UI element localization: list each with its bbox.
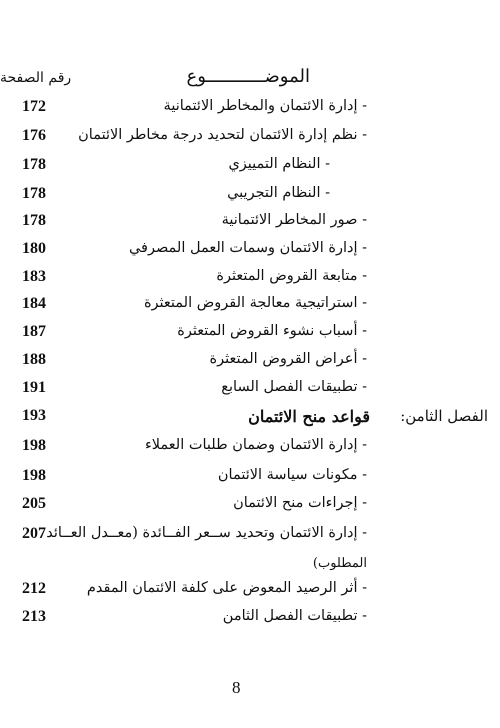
toc-entry <box>0 467 500 493</box>
toc-page: 212 <box>22 580 46 597</box>
toc-title-continuation: المطلوب) <box>312 556 367 571</box>
toc-title: - نظم إدارة الائتمان لتحديد درجة مخاطر الائتمان <box>78 127 367 143</box>
toc-chapter-title: قواعد منح الائتمان <box>248 407 370 426</box>
toc-entry <box>0 525 500 551</box>
toc-title: - النظام التجريبي <box>227 185 330 201</box>
toc-page: 184 <box>22 295 46 312</box>
toc-page: 176 <box>22 127 46 144</box>
toc-page: 178 <box>22 156 46 173</box>
toc-title: - إدارة الائتمان وتحديد ســعر الفــائدة (معــدل العــائد <box>46 525 367 541</box>
header-page-number: رقم الصفحة <box>0 70 72 86</box>
toc-title: - متابعة القروض المتعثرة <box>216 268 367 284</box>
toc-entry <box>0 323 500 349</box>
toc-entry <box>0 437 500 463</box>
toc-page: 188 <box>22 351 46 368</box>
toc-page: 178 <box>22 212 46 229</box>
toc-title: - إدارة الائتمان والمخاطر الائتمانية <box>163 98 367 114</box>
header-topic: الموضـــــــــــوع <box>186 66 310 87</box>
page-number: 8 <box>232 678 241 697</box>
toc-entry <box>0 240 500 266</box>
toc-page: 180 <box>22 240 46 257</box>
toc-page: 207 <box>22 525 46 542</box>
toc-title: - أثر الرصيد المعوض على كلفة الائتمان المقدم <box>86 580 367 596</box>
toc-entry <box>0 268 500 294</box>
toc-page: 198 <box>22 467 46 484</box>
toc-entry <box>0 351 500 377</box>
toc-entry <box>0 379 500 405</box>
toc-chapter-entry <box>0 407 500 433</box>
toc-page: 178 <box>22 185 46 202</box>
toc-title: - إدارة الائتمان وضمان طلبات العملاء <box>144 437 367 453</box>
toc-title: - تطبيقات الفصل الثامن <box>222 608 367 624</box>
toc-page: 213 <box>22 608 46 625</box>
toc-page: 187 <box>22 323 46 340</box>
toc-page: 191 <box>22 379 46 396</box>
toc-page: 205 <box>22 495 46 512</box>
toc-title: - أعراض القروض المتعثرة <box>209 351 367 367</box>
toc-title: - إجراءات منح الائتمان <box>233 495 367 511</box>
toc-page: 193 <box>22 407 46 424</box>
toc-title: - استراتيجية معالجة القروض المتعثرة <box>143 295 367 311</box>
toc-page: 183 <box>22 268 46 285</box>
toc-title: - صور المخاطر الائتمانية <box>221 212 367 228</box>
toc-entry <box>0 495 500 521</box>
toc-title: - مكونات سياسة الائتمان <box>217 467 367 483</box>
toc-title: - إدارة الائتمان وسمات العمل المصرفي <box>128 240 367 256</box>
toc-entry <box>0 98 500 124</box>
toc-entry <box>0 156 500 182</box>
toc-page: 198 <box>22 437 46 454</box>
toc-entry <box>0 580 500 606</box>
toc-entry <box>0 212 500 238</box>
toc-title: - النظام التمييزي <box>228 156 330 172</box>
toc-chapter-label: الفصل الثامن: <box>400 407 488 425</box>
toc-entry <box>0 295 500 321</box>
toc-page: 172 <box>22 98 46 115</box>
toc-entry <box>0 127 500 153</box>
toc-title: - أسباب نشوء القروض المتعثرة <box>177 323 367 339</box>
toc-title: - تطبيقات الفصل السابع <box>221 379 367 395</box>
toc-entry <box>0 185 500 211</box>
toc-entry <box>0 608 500 634</box>
